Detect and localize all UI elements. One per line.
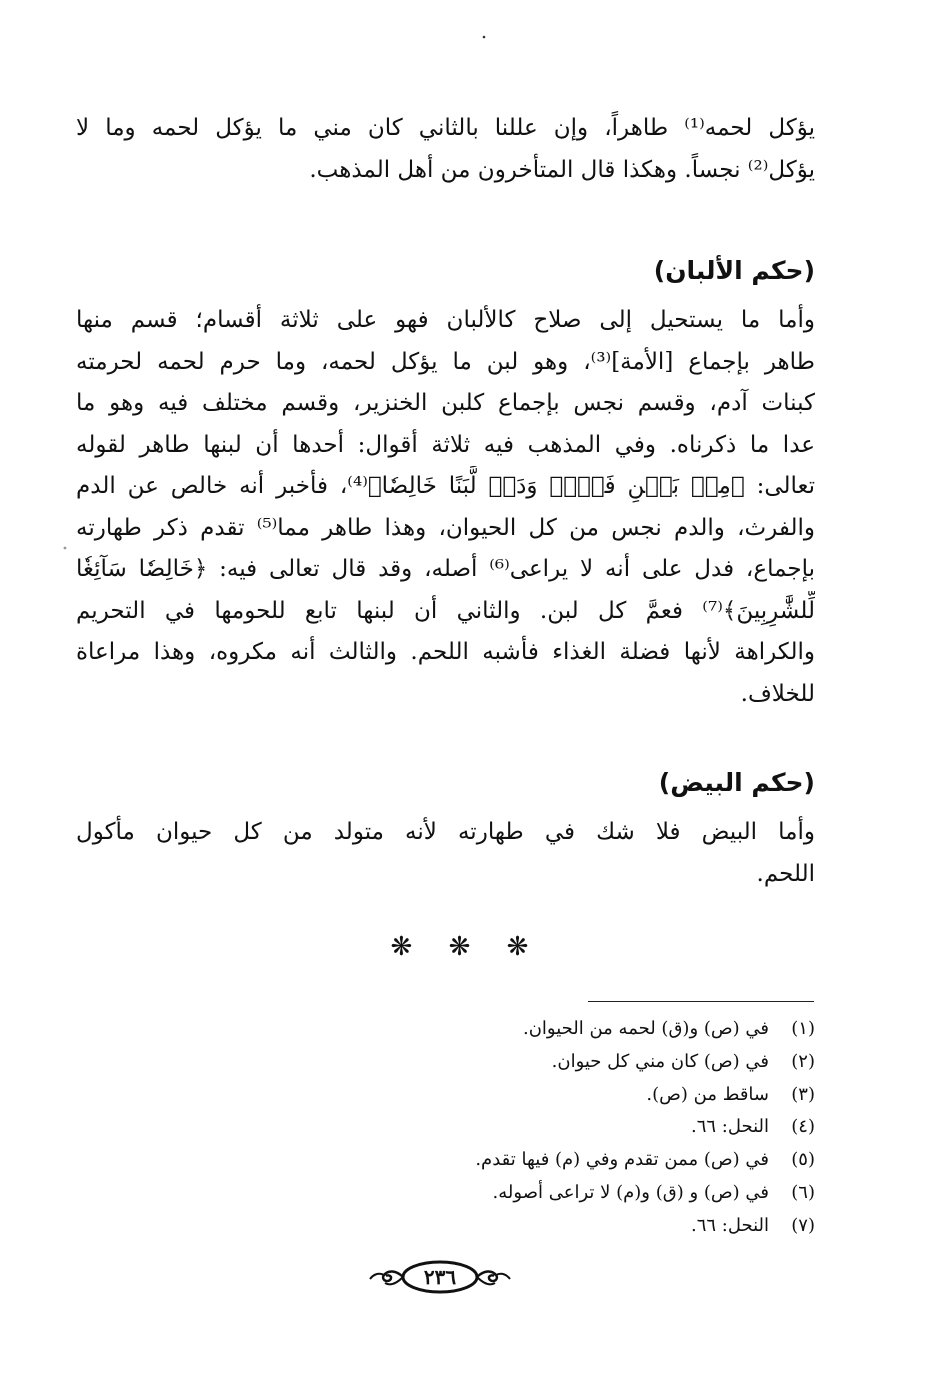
footnote-text: في (ص) و(ق) لحمه من الحيوان. bbox=[522, 1018, 769, 1039]
footnote-text: ساقط من (ص). bbox=[646, 1083, 769, 1105]
milk-line-8: لِّلشَّٰرِبِينَ﴾⁽⁷⁾ فعمَّ كل لبن. والثاني أن لبنها تابع للحومها في التحريم bbox=[76, 597, 815, 624]
milk-line-1: وأما ما يستحيل إلى صلاح كالألبان فهو على ثلاثة أقسام؛ قسم منها bbox=[76, 307, 815, 333]
intro-line-1: يؤكل لحمه⁽¹⁾ طاهراً، وإن عللنا بالثاني كان مني ما يؤكل لحمه وما لا bbox=[76, 115, 815, 141]
milk-line-3: كبنات آدم، وقسم نجس بإجماع كلبن الخنزير، وقسم مختلف فيه وهو ما bbox=[76, 390, 815, 416]
footnote-text: في (ص) كان مني كل حيوان. bbox=[551, 1050, 769, 1072]
eggs-section-heading: (حكم البيض) bbox=[658, 768, 815, 797]
eggs-section-paragraph bbox=[76, 812, 815, 895]
milk-line-10: للخلاف. bbox=[740, 680, 815, 707]
footnote-number: (٥) bbox=[791, 1149, 815, 1171]
footnote-number: (٤) bbox=[791, 1116, 815, 1138]
footnote-number: (٢) bbox=[791, 1050, 815, 1072]
footnote-text: في (ص) ممن تقدم وفي (م) فيها تقدم. bbox=[475, 1149, 769, 1171]
footnote-text: النحل: ٦٦. bbox=[690, 1116, 769, 1138]
intro-line-2: يؤكل⁽²⁾ نجساً. وهكذا قال المتأخرون من أهل المذهب. bbox=[309, 156, 815, 183]
eggs-line-1: وأما البيض فلا شك في طهارته لأنه متولد من كل حيوان مأكول bbox=[76, 819, 815, 845]
milk-section-heading: (حكم الألبان) bbox=[653, 256, 815, 285]
milk-line-2: طاهر بإجماع [الأمة]⁽³⁾، وهو لبن ما يؤكل لحمه، وما حرم لحمه لحرمته bbox=[76, 348, 815, 375]
page-number-ornament bbox=[368, 1258, 512, 1298]
footnote-item bbox=[300, 1210, 815, 1243]
footnote-number: (١) bbox=[791, 1018, 815, 1039]
footnotes-list bbox=[300, 1013, 815, 1243]
milk-line-6: والفرث، والدم نجس من كل الحيوان، وهذا طاهر مما⁽⁵⁾ تقدم ذكر طهارته bbox=[76, 514, 815, 541]
page-number: ٢٣٦ bbox=[423, 1265, 457, 1289]
intro-paragraph bbox=[76, 108, 815, 191]
footnote-item bbox=[300, 1111, 815, 1144]
footnote-item bbox=[300, 1144, 815, 1177]
footnote-number: (٦) bbox=[791, 1181, 815, 1203]
footnote-item bbox=[300, 1013, 815, 1046]
eggs-line-2: اللحم. bbox=[756, 860, 815, 887]
footnote-item bbox=[300, 1079, 815, 1112]
footnote-item bbox=[300, 1177, 815, 1210]
footnote-text: في (ص) و (ق) و(م) لا تراعى أصوله. bbox=[492, 1181, 769, 1203]
footnote-number: (٧) bbox=[791, 1214, 815, 1236]
section-ornament: ❋ ❋ ❋ bbox=[390, 932, 543, 962]
milk-line-5: تعالى: ﴿مِنۢ بَيۡنِ فَرۡثٖ وَدَمٖ لَّبَنًا خَالِصٗا﴾⁽⁴⁾، فأخبر أنه خالص عن الدم bbox=[76, 473, 815, 499]
milk-line-7: بإجماع، فدل على أنه لا يراعى⁽⁶⁾ أصله، وقد قال تعالى فيه: ﴿خَالِصٗا سَآئِغٗا bbox=[76, 556, 815, 582]
milk-line-9: والكراهة لأنها فضلة الغذاء فأشبه اللحم. والثالث أنه مكروه، وهذا مراعاة bbox=[76, 639, 815, 665]
footnote-number: (٣) bbox=[791, 1083, 815, 1105]
footnote-divider bbox=[588, 1001, 814, 1002]
milk-section-paragraph bbox=[76, 300, 815, 715]
footnote-text: النحل: ٦٦. bbox=[690, 1214, 769, 1236]
milk-line-4: عدا ما ذكرناه. وفي المذهب فيه ثلاثة أقوال: أحدها أن لبنها طاهر لقوله bbox=[76, 431, 815, 458]
footnote-item bbox=[300, 1046, 815, 1079]
